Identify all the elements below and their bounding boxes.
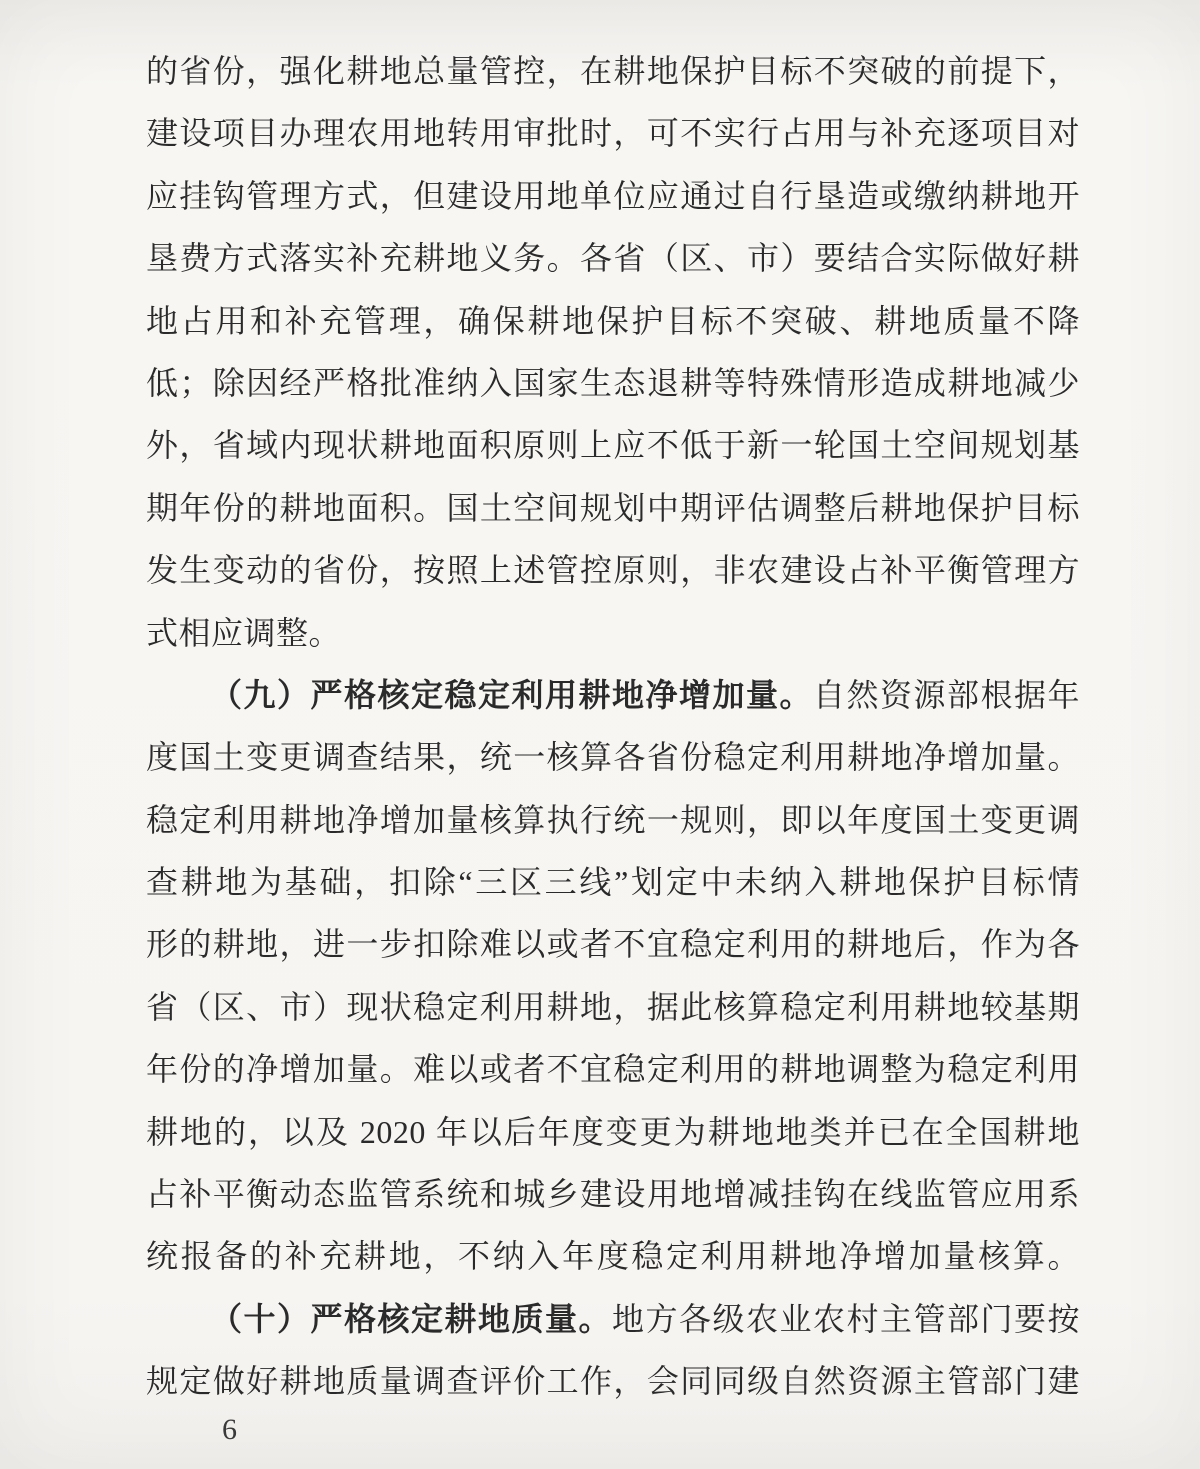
body-text: 发生变动的省份，按照上述管控原则，非农建设占补平衡管理方 [146, 552, 1080, 589]
body-text: 建设项目办理农用地转用审批时，可不实行占用与补充逐项目对 [146, 115, 1080, 152]
body-text: 的省份，强化耕地总量管控，在耕地保护目标不突破的前提下， [146, 53, 1080, 89]
heading-text: （九）严格核定稳定利用耕地净增加量。 [210, 676, 813, 713]
text-line [146, 1225, 1080, 1287]
text-line [146, 352, 1080, 414]
body-text: 度国土变更调查结果，统一核算各省份稳定利用耕地净增加量。 [146, 739, 1080, 776]
text-line [146, 851, 1080, 913]
text-line [146, 1163, 1080, 1225]
text-line [146, 726, 1080, 788]
body-text: 低；除因经严格批准纳入国家生态退耕等特殊情形造成耕地减少 [146, 364, 1080, 401]
body-text: 外，省域内现状耕地面积原则上应不低于新一轮国土空间规划基 [146, 427, 1080, 464]
body-text: 地占用和补充管理，确保耕地保护目标不突破、耕地质量不降 [146, 302, 1080, 339]
body-text: 期年份的耕地面积。国土空间规划中期评估调整后耕地保护目标 [146, 489, 1080, 526]
text-line [146, 789, 1080, 851]
text-line [146, 976, 1080, 1038]
document-body [146, 40, 1080, 1413]
body-text: 耕地的，以及 2020 年以后年度变更为耕地地类并已在全国耕地 [146, 1113, 1080, 1150]
text-line [146, 165, 1080, 227]
body-text: 形的耕地，进一步扣除难以或者不宜稳定利用的耕地后，作为各 [146, 926, 1080, 963]
body-text: 规定做好耕地质量调查评价工作，会同同级自然资源主管部门建 [146, 1363, 1080, 1400]
text-line [146, 477, 1080, 539]
body-text: 占补平衡动态监管系统和城乡建设用地增减挂钩在线监管应用系 [146, 1176, 1080, 1213]
text-line [146, 414, 1080, 476]
text-line [146, 290, 1080, 352]
body-text: 式相应调整。 [146, 614, 342, 651]
text-line [146, 1350, 1080, 1412]
body-text: 应挂钩管理方式，但建设用地单位应通过自行垦造或缴纳耕地开 [146, 177, 1080, 214]
heading-text: （十）严格核定耕地质量。 [210, 1300, 612, 1337]
body-text: 地方各级农业农村主管部门要按 [612, 1300, 1080, 1337]
body-text: 自然资源部根据年 [812, 676, 1080, 713]
body-text: 稳定利用耕地净增加量核算执行统一规则，即以年度国土变更调 [146, 801, 1080, 838]
text-line [146, 102, 1080, 164]
page-number: 6 [222, 1413, 237, 1446]
body-text: 统报备的补充耕地，不纳入年度稳定利用耕地净增加量核算。 [146, 1238, 1080, 1275]
text-line [146, 913, 1080, 975]
text-line [146, 227, 1080, 289]
text-line [146, 602, 1080, 664]
text-line [146, 40, 1080, 102]
body-text: 年份的净增加量。难以或者不宜稳定利用的耕地调整为稳定利用 [146, 1051, 1080, 1088]
text-line [146, 1038, 1080, 1100]
text-line [146, 664, 1080, 726]
body-text: 垦费方式落实补充耕地义务。各省（区、市）要结合实际做好耕 [146, 240, 1080, 277]
text-line [146, 539, 1080, 601]
text-line [146, 1101, 1080, 1163]
text-line [146, 1288, 1080, 1350]
body-text: 省（区、市）现状稳定利用耕地，据此核算稳定利用耕地较基期 [146, 988, 1080, 1025]
body-text: 查耕地为基础，扣除“三区三线”划定中未纳入耕地保护目标情 [146, 864, 1080, 901]
